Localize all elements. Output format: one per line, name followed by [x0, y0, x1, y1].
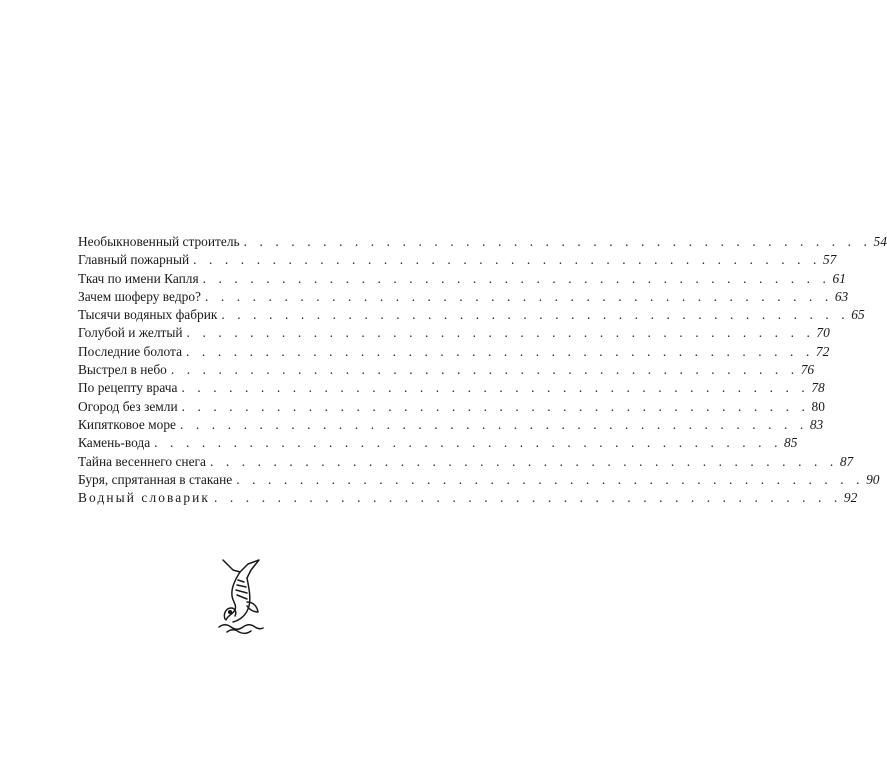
dot-leader: . . . . . . . . . . . . . . . . . . . . . . . . . . . . . . . . . . . . . . . .: [221, 307, 850, 323]
toc-entry-title: Голубой и желтый: [78, 325, 183, 341]
table-of-contents: [78, 233, 887, 507]
dot-leader: . . . . . . . . . . . . . . . . . . . . . . . . . . . . . . . . . . . . . . . .: [193, 252, 821, 268]
toc-entry-page: 54: [873, 234, 887, 249]
dot-leader: . . . . . . . . . . . . . . . . . . . . . . . . . . . . . . . . . . . . . . . .: [181, 380, 810, 396]
toc-entry-page: 78: [811, 380, 825, 396]
toc-entry-page: 65: [851, 307, 865, 323]
toc-entry-14[interactable]: [78, 471, 880, 489]
toc-entry-page: 90: [866, 471, 880, 487]
toc-entry-5[interactable]: [78, 306, 865, 324]
dot-leader: . . . . . . . . . . . . . . . . . . . . . . . . . . . . . . . . . . . . . . . .: [204, 288, 833, 304]
dot-leader: . . . . . . . . . . . . . . . . . . . . . . . . . . . . . . . . . . . . . . . .: [170, 362, 799, 378]
toc-entry-6[interactable]: [78, 324, 830, 342]
toc-entry-page: 63: [834, 288, 849, 304]
toc-entry-title: Необыкновенный строитель: [78, 234, 240, 249]
dot-leader: . . . . . . . . . . . . . . . . . . . . . . . . . . . . . . . . . . . . . . . .: [202, 270, 831, 286]
toc-entry-page: 92: [843, 490, 858, 506]
dot-leader: . . . . . . . . . . . . . . . . . . . . . . . . . . . . . . . . . . . . . . . .: [186, 343, 814, 359]
toc-entry-title: Главный пожарный: [78, 252, 190, 268]
dot-leader: . . . . . . . . . . . . . . . . . . . . . . . . . . . . . . . . . . . . . . . .: [236, 471, 865, 487]
toc-entry-13[interactable]: [78, 453, 854, 471]
dot-leader: . . . . . . . . . . . . . . . . . . . . . . . . . . . . . . . . . . . . . . . .: [181, 398, 810, 414]
dot-leader: . . . . . . . . . . . . . . . . . . . . . . . . . . . . . . . . . . . . . . . .: [186, 325, 815, 341]
toc-entry-title: Выстрел в небо: [78, 362, 167, 378]
toc-entry-1[interactable]: [78, 233, 887, 251]
toc-entry-page: 72: [815, 343, 830, 359]
toc-entry-title: Огород без земли: [78, 398, 178, 414]
toc-entry-10[interactable]: [78, 398, 825, 416]
toc-entry-page: 83: [809, 416, 824, 432]
dot-leader: . . . . . . . . . . . . . . . . . . . . . . . . . . . . . . . . . . . . . . . .: [243, 234, 872, 249]
toc-entry-8[interactable]: [78, 361, 815, 379]
toc-entry-2[interactable]: [78, 251, 837, 269]
toc-entry-12[interactable]: [78, 434, 798, 452]
toc-entry-page: 70: [816, 325, 830, 341]
toc-entry-7[interactable]: [78, 343, 830, 361]
toc-entry-title: По рецепту врача: [78, 380, 178, 396]
toc-entry-title: Водный словарик: [78, 490, 211, 506]
toc-entry-title: Ткач по имени Капля: [78, 270, 199, 286]
toc-entry-page: 85: [784, 435, 798, 451]
toc-entry-title: Камень-вода: [78, 435, 151, 451]
toc-entry-11[interactable]: [78, 416, 824, 434]
dot-leader: . . . . . . . . . . . . . . . . . . . . . . . . . . . . . . . . . . . . . . . .: [179, 416, 808, 432]
toc-entry-page: 57: [822, 252, 837, 268]
toc-entry-page: 80: [811, 398, 825, 414]
toc-entry-title: Тысячи водяных фабрик: [78, 307, 218, 323]
toc-entry-title: Тайна весеннего снега: [78, 453, 206, 469]
dot-leader: . . . . . . . . . . . . . . . . . . . . . . . . . . . . . . . . . . . . . . . .: [214, 490, 842, 506]
toc-entry-page: 87: [839, 453, 854, 469]
toc-entry-title: Буря, спрятанная в стакане: [78, 471, 233, 487]
toc-entry-page: 61: [832, 270, 846, 286]
toc-entry-4[interactable]: [78, 288, 849, 306]
toc-entry-15[interactable]: [78, 489, 858, 507]
toc-entry-page: 76: [800, 362, 815, 378]
dot-leader: . . . . . . . . . . . . . . . . . . . . . . . . . . . . . . . . . . . . . . . .: [209, 453, 838, 469]
toc-entry-title: Кипятковое море: [78, 416, 176, 432]
toc-entry-title: Последние болота: [78, 343, 183, 359]
toc-entry-title: Зачем шоферу ведро?: [78, 288, 201, 304]
toc-entry-9[interactable]: [78, 379, 825, 397]
dot-leader: . . . . . . . . . . . . . . . . . . . . . . . . . . . . . . . . . . . . . . . .: [154, 435, 783, 451]
toc-entry-3[interactable]: [78, 270, 846, 288]
fish-drop-emblem-icon: [213, 556, 269, 634]
